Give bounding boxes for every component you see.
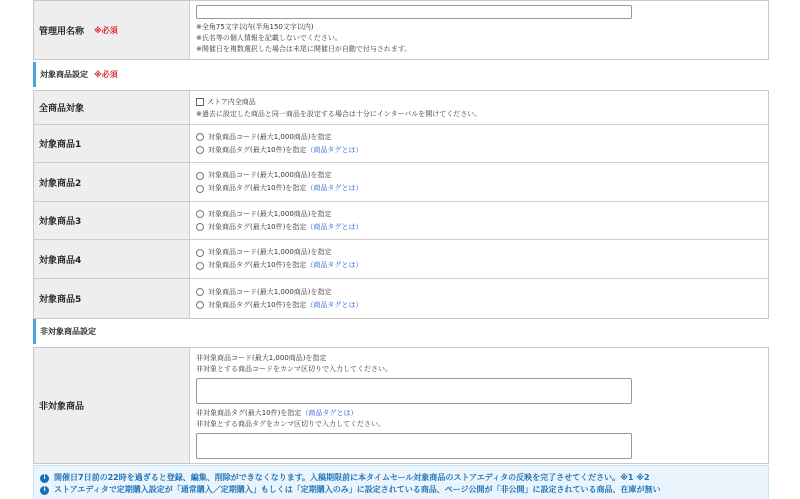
admin-name-note-3: ※開催日を複数選択した場合は末尾に開催日が自動で付与されます。: [196, 45, 412, 53]
target-row-5: [34, 278, 768, 318]
all-products-checkbox[interactable]: [196, 98, 204, 106]
target-4-code-option[interactable]: [196, 246, 768, 259]
admin-name-table: [33, 0, 769, 60]
product-tag-help-link[interactable]: （商品タグとは）: [306, 184, 363, 192]
target-label-5: 対象商品5: [39, 295, 82, 305]
all-products-cell: [190, 91, 768, 124]
target-2-code-label: 対象商品コード(最大1,000商品)を指定: [208, 171, 332, 179]
exclude-section-heading: [33, 319, 769, 344]
target-row-4: [34, 239, 768, 278]
target-5-tag-option[interactable]: [196, 299, 768, 312]
target-header-5: [34, 279, 190, 318]
product-tag-help-link[interactable]: （商品タグとは）: [306, 261, 363, 269]
all-products-header: [34, 91, 190, 124]
exclude-tag-textarea[interactable]: [196, 433, 632, 459]
target-2-tag-label: 対象商品タグ(最大10件)を指定: [208, 184, 307, 192]
target-5-code-label: 対象商品コード(最大1,000商品)を指定: [208, 287, 332, 296]
target-4-tag-radio[interactable]: [196, 262, 204, 270]
target-2-code-option[interactable]: [196, 169, 768, 182]
target-header-2: [34, 163, 190, 201]
target-5-tag-radio[interactable]: [196, 301, 204, 309]
target-4-tag-label: 対象商品タグ(最大10件)を指定: [208, 261, 307, 269]
target-2-code-radio[interactable]: [196, 172, 204, 180]
all-products-checkbox-label: ストア内全商品: [207, 97, 256, 106]
target-header-1: [34, 125, 190, 162]
target-label-2: 対象商品2: [39, 178, 82, 189]
target-cell-3: [190, 202, 768, 239]
admin-name-header: [34, 1, 190, 59]
target-row-2: [34, 162, 768, 201]
target-label-1: 対象商品1: [39, 140, 82, 150]
exclude-tag-note: 非対象とする商品タグをカンマ区切りで入力してください。: [196, 420, 385, 428]
exclude-cell: [190, 348, 768, 463]
target-cell-1: [190, 125, 768, 162]
target-1-code-option[interactable]: [196, 131, 768, 144]
target-1-tag-radio[interactable]: [196, 146, 204, 154]
target-5-tag-label: 対象商品タグ(最大10件)を指定: [208, 300, 307, 309]
admin-name-input[interactable]: [196, 5, 632, 19]
target-4-tag-option[interactable]: [196, 259, 768, 272]
exclude-code-title: 非対象商品コード(最大1,000商品)を指定: [196, 354, 327, 362]
admin-name-label: 管理用名称: [39, 26, 85, 37]
target-cell-2: [190, 163, 768, 201]
target-cell-4: [190, 240, 768, 278]
exclude-header: [34, 348, 190, 463]
product-tag-help-link[interactable]: （商品タグとは）: [306, 145, 363, 154]
target-1-code-radio[interactable]: [196, 133, 204, 141]
exclude-table: [33, 347, 769, 464]
target-header-4: [34, 240, 190, 278]
exclude-code-textarea[interactable]: [196, 378, 632, 404]
target-3-code-option[interactable]: [196, 208, 768, 221]
all-products-label: 全商品対象: [39, 104, 85, 114]
product-tag-help-link[interactable]: （商品タグとは）: [301, 409, 358, 417]
target-3-tag-radio[interactable]: [196, 223, 204, 231]
target-1-tag-label: 対象商品タグ(最大10件)を指定: [208, 145, 307, 154]
required-mark: ※必須: [94, 25, 118, 35]
product-tag-help-link[interactable]: （商品タグとは）: [306, 222, 363, 231]
target-header-3: [34, 202, 190, 239]
info-line-1: [40, 472, 768, 484]
admin-name-note-1: ※全角75文字以内(半角150文字以内): [196, 23, 314, 31]
required-mark: ※必須: [94, 70, 118, 79]
info-box: [33, 465, 769, 499]
target-5-code-radio[interactable]: [196, 288, 204, 296]
admin-name-row: [34, 1, 768, 59]
target-row-3: [34, 201, 768, 239]
target-row-1: [34, 124, 768, 162]
target-label-4: 対象商品4: [39, 255, 82, 266]
target-label-3: 対象商品3: [39, 217, 82, 227]
exclude-tag-title: 非対象商品タグ(最大10件)を指定: [196, 409, 302, 417]
all-products-row: [34, 91, 768, 124]
info-icon: i: [40, 474, 49, 483]
target-3-code-label: 対象商品コード(最大1,000商品)を指定: [208, 209, 332, 218]
target-cell-5: [190, 279, 768, 318]
target-5-code-option[interactable]: [196, 286, 768, 299]
target-1-code-label: 対象商品コード(最大1,000商品)を指定: [208, 132, 332, 141]
info-text-1: 開催日7日前の22時を過ぎると登録、編集、削除ができなくなります。入稿期限前に本タイムセール対象商品のストアエディタの反映を完了させてください。※1 ※2: [54, 473, 650, 482]
target-2-tag-radio[interactable]: [196, 185, 204, 193]
product-tag-help-link[interactable]: （商品タグとは）: [306, 300, 363, 309]
target-3-tag-label: 対象商品タグ(最大10件)を指定: [208, 222, 307, 231]
target-3-code-radio[interactable]: [196, 210, 204, 218]
exclude-code-note: 非対象とする商品コードをカンマ区切りで入力してください。: [196, 365, 392, 373]
target-1-tag-option[interactable]: [196, 144, 768, 157]
target-section-heading: [33, 62, 769, 87]
info-line-2: [40, 484, 768, 496]
exclude-label: 非対象商品: [39, 402, 85, 412]
all-products-option[interactable]: [196, 96, 768, 109]
info-icon: i: [40, 486, 49, 495]
exclude-tag-title-line: [196, 408, 768, 419]
target-2-tag-option[interactable]: [196, 182, 768, 195]
admin-name-cell: [190, 1, 768, 59]
exclude-section-title: 非対象商品設定: [40, 327, 96, 336]
target-products-table: [33, 90, 769, 319]
exclude-row: [34, 348, 768, 463]
target-4-code-label: 対象商品コード(最大1,000商品)を指定: [208, 248, 332, 256]
target-section-title: 対象商品設定: [40, 70, 88, 79]
admin-name-note-2: ※氏名等の個人情報を記載しないでください。: [196, 34, 342, 42]
all-products-note: ※過去に設定した商品と同一商品を設定する場合は十分にインターバルを開けてください。: [196, 109, 482, 118]
info-text-2: ストアエディタで定期購入設定が「通常購入／定期購入」もしくは「定期購入のみ」に設定されている商品、ページ公開が「非公開」に設定されている商品、在庫が無い: [54, 485, 661, 494]
target-3-tag-option[interactable]: [196, 221, 768, 234]
target-4-code-radio[interactable]: [196, 249, 204, 257]
